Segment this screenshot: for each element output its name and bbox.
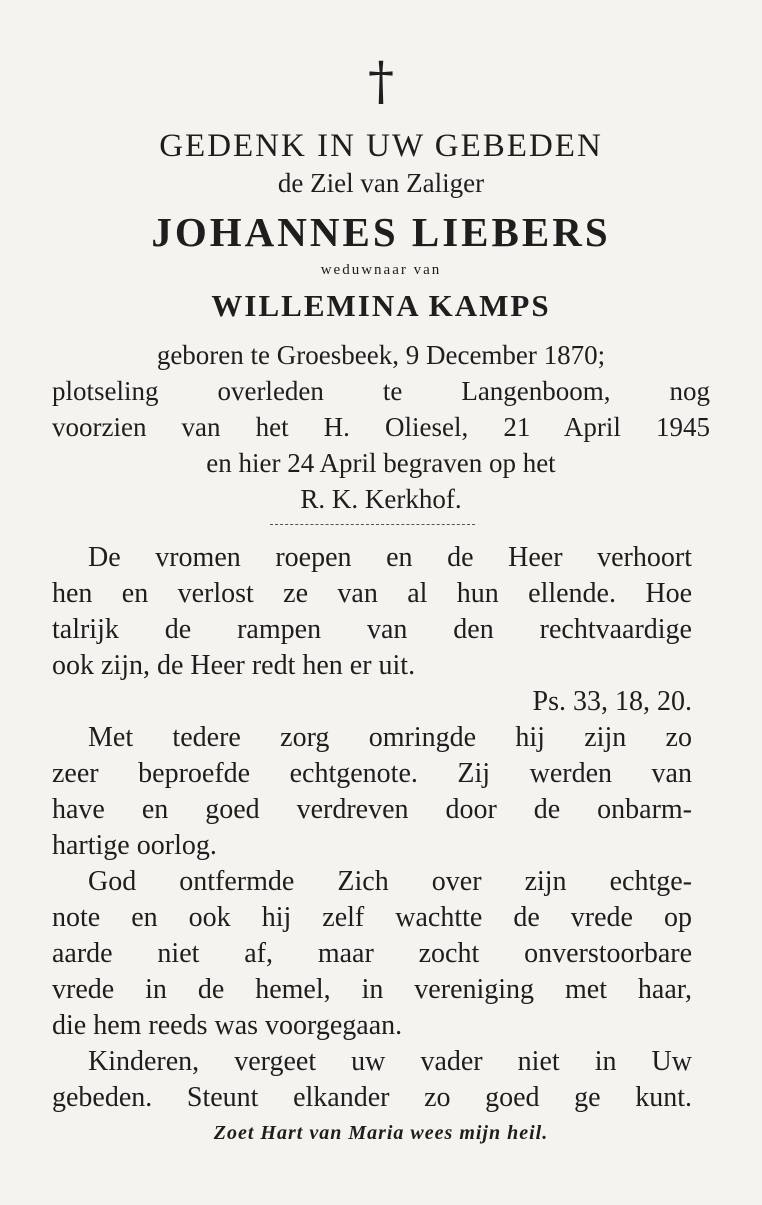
paragraph-children [52, 1044, 692, 1116]
paragraph-line: vrede in de hemel, in vereniging met haar, [52, 974, 692, 1005]
paragraph-line: zeer beproefde echtgenote. Zij werden van [52, 758, 692, 789]
paragraph-line: have en goed verdreven door de onbarm- [52, 794, 692, 825]
paragraph-line: Met tedere zorg omringde hij zijn zo [88, 722, 692, 753]
psalm-line: De vromen roepen en de Heer verhoort [88, 542, 692, 573]
spouse-name: WILLEMINA KAMPS [211, 288, 551, 323]
paragraph-god [52, 864, 692, 1044]
biography [52, 337, 710, 517]
paragraph-care [52, 720, 692, 864]
psalm-line: talrijk de rampen van den rechtvaardige [52, 614, 692, 645]
paragraph-line: God ontfermde Zich over zijn echtge- [88, 866, 692, 897]
paragraph-line: Kinderen, vergeet uw vader niet in Uw [88, 1046, 692, 1077]
psalm-line: ook zijn, de Heer redt hen er uit. [52, 650, 416, 681]
paragraph-line: gebeden. Steunt elkander zo goed ge kunt. [52, 1082, 692, 1113]
paragraph-line: note en ook hij zelf wachtte de vrede op [52, 902, 692, 933]
paragraph-line: die hem reeds was voorgegaan. [52, 1010, 403, 1041]
biography-line: plotseling overleden te Langenboom, nog [52, 376, 710, 406]
paragraph-line: aarde niet af, maar zocht onverstoorbare [52, 938, 692, 969]
psalm-reference: Ps. 33, 18, 20. [532, 686, 692, 717]
biography-line: R. K. Kerkhof. [300, 484, 462, 514]
psalm-quote [52, 540, 692, 720]
heading-soul-of: de Ziel van Zaliger [277, 168, 485, 198]
paragraph-line: hartige oorlog. [52, 830, 217, 861]
deceased-name: JOHANNES LIEBERS [151, 209, 611, 255]
psalm-line: hen en verlost ze van al hun ellende. Hoe [52, 578, 692, 609]
biography-line: voorzien van het H. Oliesel, 21 April 1945 [52, 412, 710, 442]
widower-of-label: weduwnaar van [320, 262, 442, 278]
divider [270, 524, 475, 525]
closing-prayer: Zoet Hart van Maria wees mijn heil. [213, 1122, 549, 1144]
text-body [52, 540, 692, 1116]
heading-remember: GEDENK IN UW GEBEDEN [159, 128, 603, 164]
biography-line: geboren te Groesbeek, 9 December 1870; [156, 340, 606, 370]
biography-line: en hier 24 April begraven op het [206, 448, 556, 478]
cross-icon: † [368, 52, 394, 112]
